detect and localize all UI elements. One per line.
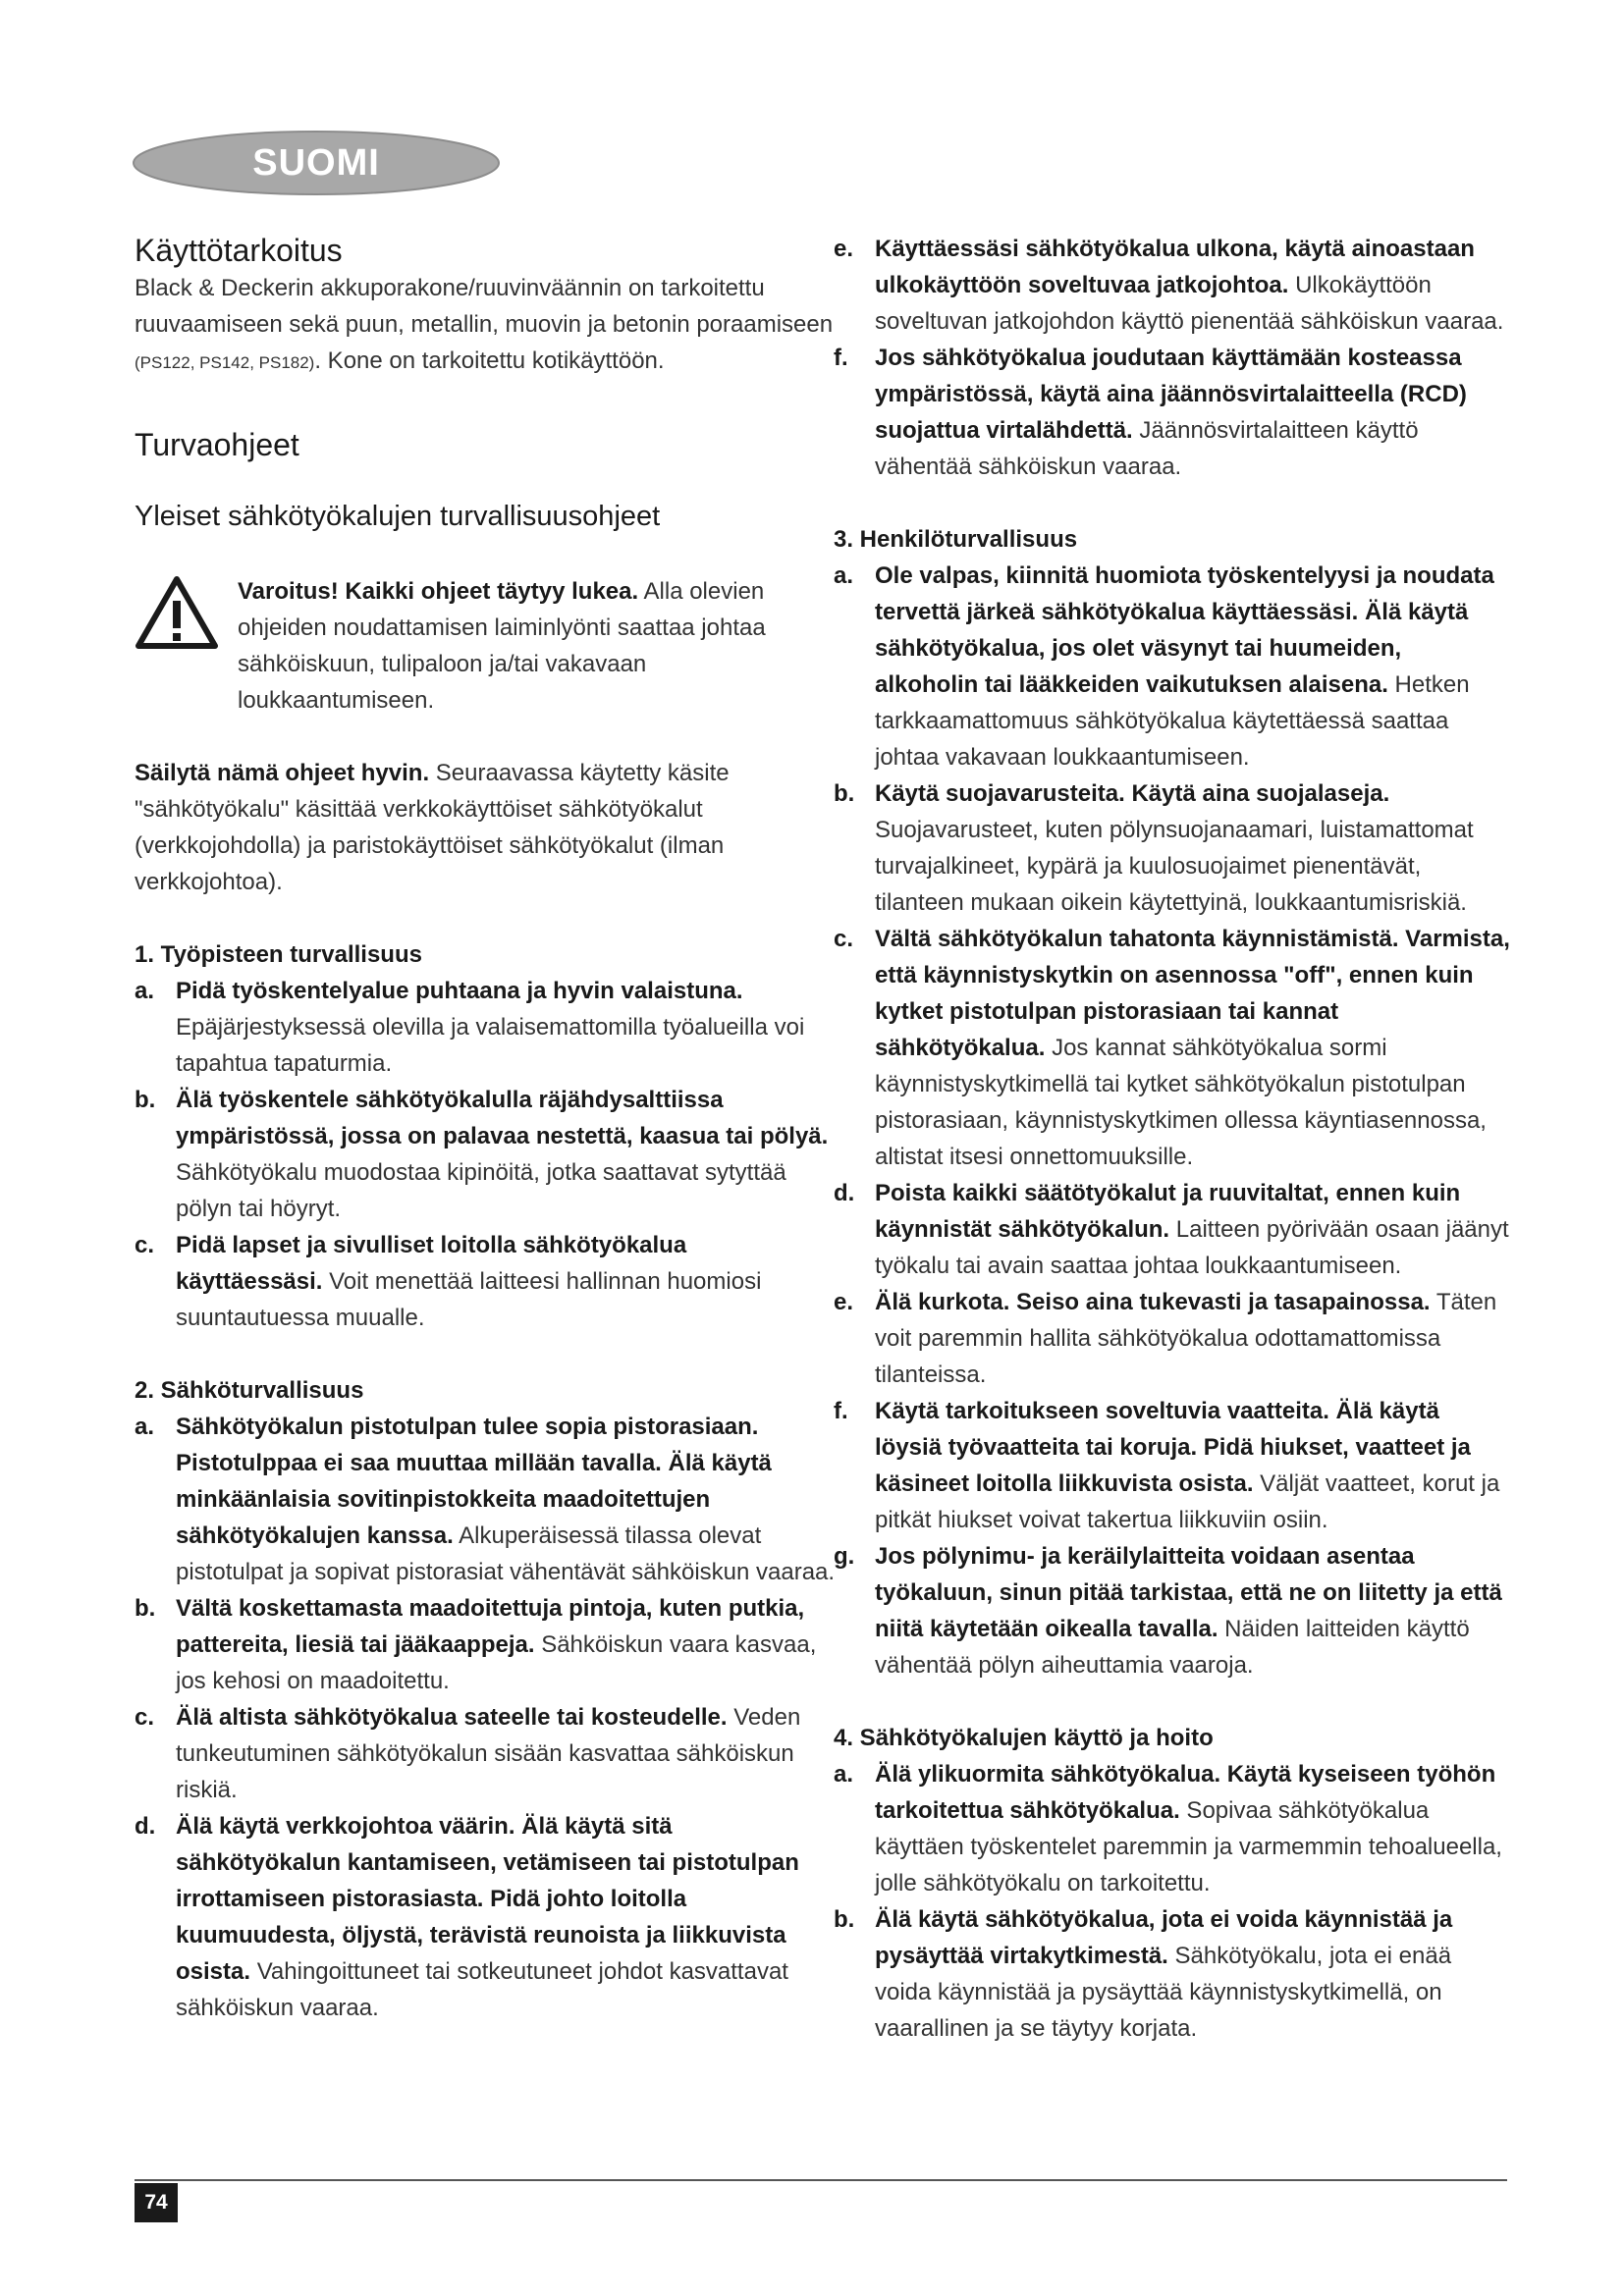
warning-text [238, 573, 837, 719]
item-text: Sähkötyökalu muodostaa kipinöitä, jotka saattavat sytyttää pölyn tai höyryt. [176, 1158, 786, 1222]
list-item [135, 973, 837, 1082]
list-item [834, 1756, 1511, 1901]
item-letter: d. [135, 1812, 156, 1840]
section-heading: 2. Sähköturvallisuus [135, 1376, 364, 1404]
item-letter: b. [135, 1086, 156, 1113]
item-letter: c. [135, 1231, 155, 1258]
item-bold: Käytä suojavarusteita. Käytä aina suojalaseja. [875, 780, 1390, 807]
save-bold: Säilytä nämä ohjeet hyvin. [135, 759, 430, 786]
item-bold: Älä työskentele sähkötyökalulla räjähdysalttiissa ympäristössä, jossa on palavaa nestettä, kaasua tai pölyä. [176, 1086, 829, 1149]
item-text: Jos kannat sähkötyökalua sormi käynnistyskytkimellä tai kytket sähkötyökalun pistotulpan pistorasiaan, käynnistyskytkimen ollessa käyntiasennossa, altistat itsesi onnettomuuksille. [875, 1035, 1487, 1170]
save-body: Seuraavassa käytetty käsite "sähkötyökalu" käsittää verkkokäyttöiset sähkötyökalut (verkkojohdolla) ja paristokäyttöiset sähkötyökalut (ilman verkkojohtoa). [135, 759, 730, 895]
page-number: 74 [135, 2183, 178, 2222]
item-letter: a. [834, 562, 854, 589]
item-text: Sähkötyökalu, jota ei enää voida käynnistää ja pysäyttää käynnistyskytkimellä, on vaarallinen ja se täytyy korjata. [875, 1943, 1452, 2042]
item-bold: Käyttäessäsi sähkötyökalua ulkona, käytä ainoastaan ulkokäyttöön soveltuvaa jatkojohtoa. [875, 236, 1475, 298]
list-item [834, 231, 1511, 340]
section-personal-safety [834, 521, 1511, 1683]
list-item [834, 1284, 1511, 1393]
list-item [135, 1699, 837, 1808]
item-text: Alkuperäisessä tilassa olevat pistotulpat ja sopivat pistorasiat vähentävät sähköiskun vaaraa. [176, 1522, 836, 1585]
item-text: Sähköiskun vaara kasvaa, jos kehosi on maadoitettu. [176, 1630, 817, 1694]
list-item [135, 1808, 837, 2026]
list-item [135, 1409, 837, 1590]
intended-use-heading: Käyttötarkoitus [135, 233, 343, 268]
item-bold: Vältä sähkötyökalun tahatonta käynnistämistä. Varmista, että käynnistyskytkin on asennossa "off", ennen kuin kytket pistotulpan pistorasiaan tai kannat sähkötyökalua. [875, 926, 1510, 1061]
item-bold: Älä käytä sähkötyökalua, jota ei voida käynnistää ja pysäyttää virtakytkimestä. [875, 1906, 1453, 1969]
language-tab [130, 128, 503, 198]
item-bold: Älä kurkota. Seiso aina tukevasti ja tasapainossa. [875, 1289, 1431, 1315]
item-text: Suojavarusteet, kuten pölynsuojanaamari, luistamattomat turvajalkineet, kypärä ja kuulosuojaimet pienentävät, tilanteen mukaan oikein käytettyinä, loukkaantumisriskiä. [875, 817, 1474, 916]
item-bold: Pidä lapset ja sivulliset loitolla sähkötyökalua käyttäessäsi. [176, 1231, 687, 1295]
left-column [135, 231, 837, 2026]
warning-block [135, 573, 837, 719]
list-item [834, 558, 1511, 775]
item-bold: Pidä työskentelyalue puhtaana ja hyvin valaistuna. [176, 977, 743, 1004]
list-item [135, 1227, 837, 1336]
item-letter: c. [135, 1703, 155, 1731]
item-bold: Ole valpas, kiinnitä huomiota työskentelyysi ja noudata tervettä järkeä sähkötyökalua käyttäessäsi. Älä käytä sähkötyökalua, jos olet väsynyt tai huumeiden, alkoholin tai lääkkeiden vaikutuksen alaisena. [875, 562, 1494, 698]
item-text: Hetken tarkkaamattomuus sähkötyökalua käytettäessä saattaa johtaa vakavaan loukkaantumiseen. [875, 671, 1470, 771]
item-text: Voit menettää laitteesi hallinnan huomiosi suuntautuessa muualle. [176, 1267, 762, 1331]
section-electrical [135, 1372, 837, 2026]
intended-use-text [135, 270, 837, 381]
item-bold: Jos sähkötyökalua joudutaan käyttämään kosteassa ympäristössä, käytä aina jäännösvirtalaitteella (RCD) suojattua virtalähdettä. [875, 345, 1467, 444]
intended-use-text-part1: Black & Deckerin akkuporakone/ruuvinväännin on tarkoitettu ruuvaamiseen sekä puun, metallin, muovin ja betonin poraamiseen [135, 275, 834, 338]
item-text: Jäännösvirtalaitteen käyttö vähentää sähköiskun vaaraa. [875, 417, 1419, 480]
item-bold: Älä ylikuormita sähkötyökalua. Käytä kyseiseen työhön tarkoitettua sähkötyökalua. [875, 1761, 1496, 1824]
list-item [834, 775, 1511, 921]
item-letter: b. [135, 1594, 156, 1622]
list-item [834, 1901, 1511, 2047]
item-letter: a. [834, 1761, 854, 1788]
section-tool-use [834, 1720, 1511, 2047]
general-safety-heading: Yleiset sähkötyökalujen turvallisuusohjeet [135, 501, 661, 532]
right-column [834, 231, 1511, 2047]
footer-rule [135, 2179, 1507, 2181]
section-work-area [135, 936, 837, 1336]
model-list: (PS122, PS142, PS182) [135, 353, 315, 372]
item-letter: f. [834, 345, 848, 371]
item-text: Väljät vaatteet, korut ja pitkät hiukset voivat takertua liikkuviin osiin. [875, 1470, 1500, 1533]
save-instructions [135, 755, 837, 900]
item-text: Täten voit paremmin hallita sähkötyökalua odottamattomissa tilanteissa. [875, 1289, 1497, 1388]
item-text: Veden tunkeutuminen sähkötyökalun sisään kasvattaa sähköiskun riskiä. [176, 1703, 801, 1803]
item-bold: Sähkötyökalun pistotulpan tulee sopia pistorasiaan. Pistotulppaa ei saa muuttaa millään tavalla. Älä käytä minkäänlaisia sovitinpistokkeita maadoitettujen sähkötyökalujen kanssa. [176, 1413, 772, 1549]
list-item [834, 1538, 1511, 1683]
item-bold: Älä käytä verkkojohtoa väärin. Älä käytä sitä sähkötyökalun kantamiseen, vetämiseen tai pistotulpan irrottamiseen pistorasiasta. Pidä johto loitolla kuumuudesta, öljystä, terävistä reunoista ja liikkuvista osista. [176, 1812, 799, 1985]
item-bold: Vältä koskettamasta maadoitettuja pintoja, kuten putkia, pattereita, liesiä tai jääkaappeja. [176, 1594, 805, 1658]
section-electrical-continued [834, 231, 1511, 485]
item-bold: Käytä tarkoitukseen soveltuvia vaatteita. Älä käytä löysiä työvaatteita tai koruja. Pidä hiukset, vaatteet ja käsineet loitolla liikkuvista osista. [875, 1398, 1471, 1497]
item-letter: e. [834, 236, 854, 262]
section-heading: 1. Työpisteen turvallisuus [135, 940, 422, 968]
warning-body: Alla olevien ohjeiden noudattamisen laiminlyönti saattaa johtaa sähköiskuun, tulipaloon ja/tai vakavaan loukkaantumiseen. [238, 577, 766, 714]
intended-use-text-part2: . Kone on tarkoitettu kotikäyttöön. [314, 347, 665, 374]
item-letter: a. [135, 1413, 155, 1440]
item-text: Vahingoittuneet tai sotkeutuneet johdot kasvattavat sähköiskun vaaraa. [176, 1957, 788, 2021]
section-heading: 3. Henkilöturvallisuus [834, 526, 1078, 553]
list-item [135, 1590, 837, 1699]
warning-triangle-icon [135, 575, 219, 650]
item-bold: Poista kaikki säätötyökalut ja ruuvitaltat, ennen kuin käynnistät sähkötyökalun. [875, 1180, 1461, 1243]
item-bold: Jos pölynimu- ja keräilylaitteita voidaan asentaa työkaluun, sinun pitää tarkistaa, että ne on liitetty ja että niitä käytetään oikealla tavalla. [875, 1543, 1502, 1642]
item-letter: d. [834, 1180, 855, 1206]
item-text: Sopivaa sähkötyökalua käyttäen työskentelet paremmin ja varmemmin tehoalueella, jolle sähkötyökalu on tarkoitettu. [875, 1797, 1502, 1896]
item-text: Ulkokäyttöön soveltuvan jatkojohdon käyttö pienentää sähköiskun vaaraa. [875, 272, 1504, 335]
item-letter: g. [834, 1543, 855, 1570]
safety-heading: Turvaohjeet [135, 427, 299, 462]
item-letter: e. [834, 1289, 854, 1315]
list-item [834, 340, 1511, 485]
list-item [834, 1393, 1511, 1538]
language-label: SUOMI [252, 142, 380, 184]
list-item [135, 1082, 837, 1227]
list-item [834, 1175, 1511, 1284]
item-letter: b. [834, 780, 855, 807]
item-letter: a. [135, 977, 155, 1004]
warning-bold: Varoitus! Kaikki ohjeet täytyy lukea. [238, 577, 639, 605]
item-letter: f. [834, 1398, 848, 1424]
item-text: Laitteen pyörivään osaan jäänyt työkalu tai avain saattaa johtaa loukkaantumiseen. [875, 1216, 1509, 1279]
section-heading: 4. Sähkötyökalujen käyttö ja hoito [834, 1725, 1214, 1751]
item-text: Epäjärjestyksessä olevilla ja valaisemattomilla työalueilla voi tapahtua tapaturmia. [176, 1013, 805, 1077]
item-bold: Älä altista sähkötyökalua sateelle tai kosteudelle. [176, 1703, 728, 1731]
item-text: Näiden laitteiden käyttö vähentää pölyn aiheuttamia vaaroja. [875, 1616, 1470, 1679]
item-letter: c. [834, 926, 854, 952]
item-letter: b. [834, 1906, 855, 1933]
list-item [834, 921, 1511, 1175]
